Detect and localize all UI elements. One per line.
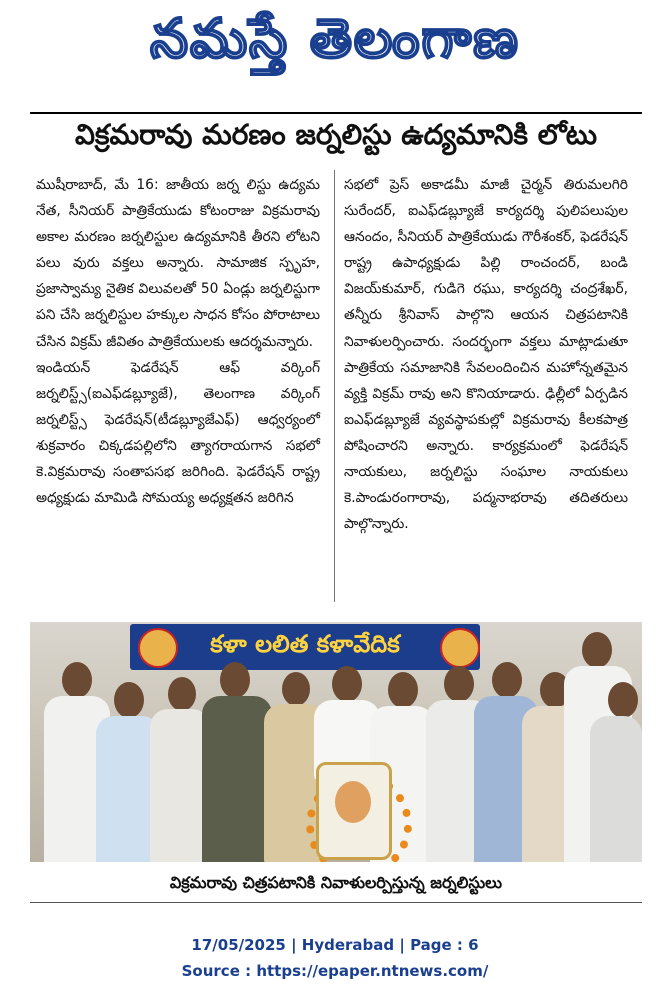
source-link[interactable]: Source : https://epaper.ntnews.com/ bbox=[181, 962, 489, 980]
banner-text: కళా లలిత కళావేదిక bbox=[210, 630, 400, 658]
banner-portrait-left bbox=[138, 628, 178, 668]
source-footer bbox=[0, 932, 670, 984]
tribute-portrait bbox=[316, 762, 392, 860]
banner-portrait-right bbox=[440, 628, 480, 668]
article-paragraph: సభలో ప్రెస్ అకాడమీ మాజీ చైర్మన్ తిరుమలగిరి సురేందర్, ఐఎఫ్‌డబ్ల్యూజే కార్యదర్శి పులిపలుపుల ఆనందం, సీనియర్ పాత్రికేయుడు గౌరీశంకర్, ఫెడరేషన్ రాష్ట్ర ఉపాధ్యక్షుడు పిల్లి రాంచందర్, బండి విజయ్‌కుమార్, గుడిగె రఘు, కార్యదర్శి చంద్రశేఖర్, తన్నీరు శ్రీనివాస్ పాల్గొని ఆయన చిత్రపటానికి నివాళులర్పించారు. సందర్భంగా వక్తలు మాట్లాడుతూ పాత్రికేయ సమాజానికి సేవలందించిన మహోన్నతమైన వ్యక్తి విక్రమ్ రావు అని కొనియాడారు. ఢిల్లీలో ఏర్పడిన ఐఎఫ్‌డబ్ల్యూజే వ్యవస్థాపకుల్లో విక్రమరావు కీలకపాత్ర పోషించారని అన్నారు. కార్యక్రమంలో ఫెడరేషన్ నాయకులు, జర్నలిస్టు సంఘాల నాయకులు కె.పాండురంగారావు, పద్మనాభరావు తదితరులు పాల్గొన్నారు. bbox=[344, 177, 628, 533]
photo-caption: విక్రమరావు చిత్రపటానికి నివాళులర్పిస్తున్న జర్నలిస్టులు bbox=[169, 872, 503, 892]
masthead bbox=[0, 0, 670, 90]
stage-banner bbox=[130, 624, 480, 670]
date-location-page: 17/05/2025 | Hyderabad | Page : 6 bbox=[191, 936, 479, 954]
article-headline: విక్రమరావు మరణం జర్నలిస్టు ఉద్యమానికి లోటు bbox=[74, 118, 598, 151]
article-paragraph: ముషీరాబాద్, మే 16: జాతీయ జర్న లిస్టు ఉద్యమ నేత, సీనియర్ పాత్రికేయుడు కోటంరాజు విక్రమరావు అకాల మరణం జర్నలిస్టుల ఉద్యమానికి తీరని లోటని పలు వురు వక్తలు అన్నారు. సామాజిక స్పృహ, ప్రజాస్వామ్య నైతిక విలువలతో 50 ఏండ్లు జర్నలిస్టుగా పని చేసి జర్నలిస్టుల హక్కుల సాధన కోసం పోరాటాలు చేసిన విక్రమ్ జీవితం పాత్రికేయులకు ఆదర్శమన్నారు. bbox=[36, 177, 320, 350]
article-paragraph: ఇండియన్ ఫెడరేషన్ ఆఫ్ వర్కింగ్ జర్నలిస్ట్స్(ఐఎఫ్‌డబ్ల్యూజే), తెలంగాణ వర్కింగ్ జర్నలిస్ట్స్ ఫెడరేషన్(టీడబ్ల్యూజేఎఫ్) ఆధ్వర్యంలో శుక్రవారం చిక్కడపల్లిలోని త్యాగరాయగాన సభలో కె.విక్రమరావు సంతాపసభ జరిగింది. ఫెడరేషన్ రాష్ట్ర అధ్యక్షుడు మామిడి సోమయ్య అధ్యక్షతన జరిగిన bbox=[36, 359, 320, 507]
portrait-face bbox=[335, 781, 371, 823]
article-column-right bbox=[344, 172, 628, 537]
article-body bbox=[36, 164, 636, 614]
headline-top-rule bbox=[30, 112, 642, 114]
caption-rule bbox=[30, 902, 642, 903]
news-photo bbox=[30, 622, 642, 862]
masthead-title: నమస్తే తెలంగాణ bbox=[150, 6, 520, 70]
column-divider bbox=[334, 170, 335, 602]
article-column-left bbox=[36, 172, 320, 511]
